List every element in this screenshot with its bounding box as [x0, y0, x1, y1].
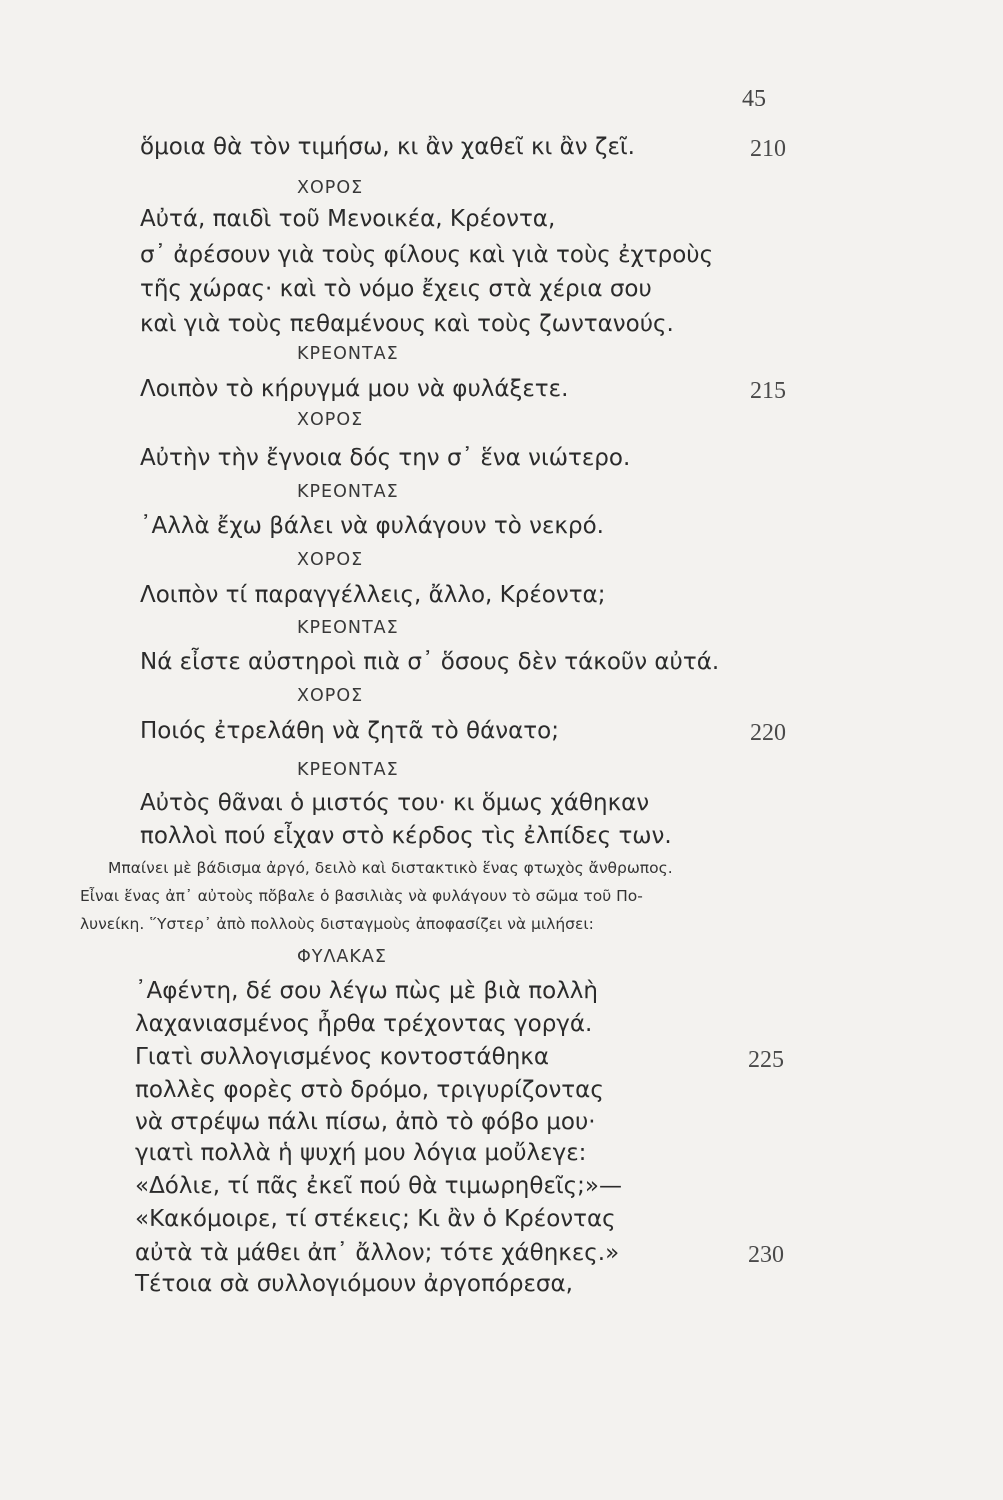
verse-line: Λοιπὸν τὸ κήρυγμά μου νὰ φυλάξετε.	[140, 376, 569, 402]
verse-line: Αὐτὸς θᾶναι ὁ μιστός του· κι ὅμως χάθηκαν	[140, 790, 650, 816]
verse-line: «Δόλιε, τί πᾶς ἐκεῖ πού θὰ τιμωρηθεῖς;»—	[135, 1173, 622, 1199]
verse-line: λαχανιασμένος ἦρθα τρέχοντας γοργά.	[135, 1011, 593, 1037]
verse-line: Γιατὶ συλλογισμένος κοντοστάθηκα	[135, 1044, 549, 1070]
speaker-label: ΚΡΕΟΝΤΑΣ	[297, 482, 399, 502]
speaker-label: ΧΟΡΟΣ	[297, 410, 364, 430]
stage-direction: Μπαίνει μὲ βάδισμα ἀργό, δειλὸ καὶ διστακτικὸ ἕνας φτωχὸς ἄνθρωπος.	[108, 859, 673, 877]
verse-line: Νά εἶστε αὐστηροὶ πιὰ σ᾿ ὅσους δὲν τάκοῦν αὐτά.	[140, 649, 720, 675]
verse-line: ὅμοια θὰ τὸν τιμήσω, κι ἂν χαθεῖ κι ἂν ζεῖ.	[140, 134, 635, 160]
line-number: 230	[748, 1242, 784, 1268]
verse-line: πολλὲς φορὲς στὸ δρόμο, τριγυρίζοντας	[135, 1077, 604, 1103]
verse-line: Τέτοια σὰ συλλογιόμουν ἀργοπόρεσα,	[135, 1271, 573, 1297]
verse-line: αὐτὰ τὰ μάθει ἀπ᾿ ἄλλον; τότε χάθηκες.»	[135, 1240, 620, 1266]
verse-line: Αὐτὴν τὴν ἔγνοια δός την σ᾿ ἕνα νιώτερο.	[140, 445, 631, 471]
speaker-label: ΧΟΡΟΣ	[297, 178, 364, 198]
verse-line: «Κακόμοιρε, τί στέκεις; Κι ἂν ὁ Κρέοντας	[135, 1206, 616, 1232]
page-number: 45	[742, 86, 766, 112]
line-number: 215	[750, 378, 786, 404]
line-number: 210	[750, 136, 786, 162]
stage-direction: Εἶναι ἕνας ἀπ᾿ αὐτοὺς πὄβαλε ὁ βασιλιὰς νὰ φυλάγουν τὸ σῶμα τοῦ Πο-	[80, 887, 643, 905]
speaker-label: ΚΡΕΟΝΤΑΣ	[297, 344, 399, 364]
verse-line: Ποιός ἐτρελάθη νὰ ζητᾶ τὸ θάνατο;	[140, 718, 559, 744]
verse-line: τῆς χώρας· καὶ τὸ νόμο ἔχεις στὰ χέρια σου	[140, 276, 652, 302]
verse-line: Αὐτά, παιδὶ τοῦ Μενοικέα, Κρέοντα,	[140, 206, 556, 232]
speaker-label: ΚΡΕΟΝΤΑΣ	[297, 618, 399, 638]
verse-line: σ᾿ ἀρέσουν γιὰ τοὺς φίλους καὶ γιὰ τοὺς ἐχτροὺς	[140, 242, 714, 268]
verse-line: ᾿Αφέντη, δέ σου λέγω πὼς μὲ βιὰ πολλὴ	[135, 978, 598, 1004]
verse-line: πολλοὶ πού εἶχαν στὸ κέρδος τὶς ἐλπίδες των.	[140, 823, 672, 849]
speaker-label: ΧΟΡΟΣ	[297, 686, 364, 706]
stage-direction: λυνείκη. ῞Υστερ᾿ ἀπὸ πολλοὺς δισταγμοὺς ἀποφασίζει νὰ μιλήσει:	[80, 915, 594, 933]
line-number: 220	[750, 720, 786, 746]
verse-line: καὶ γιὰ τοὺς πεθαμένους καὶ τοὺς ζωντανούς.	[140, 311, 674, 337]
verse-line: Λοιπὸν τί παραγγέλλεις, ἄλλο, Κρέοντα;	[140, 582, 606, 608]
speaker-label: ΧΟΡΟΣ	[297, 550, 364, 570]
speaker-label: ΦΥΛΑΚΑΣ	[297, 947, 387, 967]
verse-line: νὰ στρέψω πάλι πίσω, ἀπὸ τὸ φόβο μου·	[135, 1109, 596, 1135]
line-number: 225	[748, 1047, 784, 1073]
speaker-label: ΚΡΕΟΝΤΑΣ	[297, 760, 399, 780]
verse-line: ᾿Αλλὰ ἔχω βάλει νὰ φυλάγουν τὸ νεκρό.	[140, 513, 604, 539]
verse-line: γιατὶ πολλὰ ἡ ψυχή μου λόγια μοὔλεγε:	[135, 1140, 587, 1166]
